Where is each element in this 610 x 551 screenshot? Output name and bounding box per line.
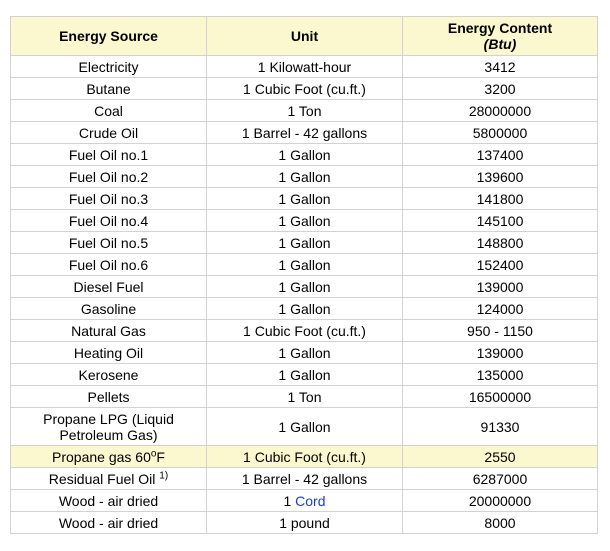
cell-source: Fuel Oil no.4 <box>11 210 207 232</box>
cell-unit: 1 Gallon <box>207 166 403 188</box>
cell-source: Diesel Fuel <box>11 276 207 298</box>
cell-unit-prefix: 1 <box>283 492 296 509</box>
table-row <box>11 78 598 100</box>
cell-source-line2: Petroleum Gas) <box>59 426 158 443</box>
table-row <box>11 298 598 320</box>
table-row <box>11 408 598 446</box>
cell-unit: 1 pound <box>207 512 403 534</box>
table-row <box>11 512 598 534</box>
cell-unit: 1 Gallon <box>207 254 403 276</box>
footnote-marker: 1) <box>159 469 169 481</box>
cell-content: 135000 <box>403 364 598 386</box>
cell-content: 139000 <box>403 342 598 364</box>
cell-source: Kerosene <box>11 364 207 386</box>
cell-source: Pellets <box>11 386 207 408</box>
table-row <box>11 144 598 166</box>
table-row <box>11 342 598 364</box>
cell-content: 16500000 <box>403 386 598 408</box>
header-energy-source: Energy Source <box>11 17 207 56</box>
cell-source <box>11 468 207 490</box>
cell-content: 2550 <box>403 446 598 468</box>
cell-source-prefix: Propane gas 60 <box>52 448 151 465</box>
table-row <box>11 122 598 144</box>
cell-unit: 1 Gallon <box>207 232 403 254</box>
cell-content: 6287000 <box>403 468 598 490</box>
table-row <box>11 232 598 254</box>
cell-unit: 1 Barrel - 42 gallons <box>207 122 403 144</box>
cell-content: 152400 <box>403 254 598 276</box>
cell-source-text: Residual Fuel Oil <box>48 470 156 487</box>
cell-unit: 1 Gallon <box>207 298 403 320</box>
cell-source: Fuel Oil no.5 <box>11 232 207 254</box>
cell-unit: 1 Cubic Foot (cu.ft.) <box>207 446 403 468</box>
cell-source: Wood - air dried <box>11 490 207 512</box>
cell-unit: 1 Gallon <box>207 188 403 210</box>
cell-content: 91330 <box>403 408 598 446</box>
cell-content: 28000000 <box>403 100 598 122</box>
cell-content: 137400 <box>403 144 598 166</box>
cell-source: Electricity <box>11 56 207 78</box>
cell-unit: 1 Barrel - 42 gallons <box>207 468 403 490</box>
cell-source: Coal <box>11 100 207 122</box>
cell-content: 950 - 1150 <box>403 320 598 342</box>
cell-unit: 1 Gallon <box>207 342 403 364</box>
cell-source: Fuel Oil no.3 <box>11 188 207 210</box>
cell-source: Heating Oil <box>11 342 207 364</box>
cell-content: 3200 <box>403 78 598 100</box>
cell-source <box>11 408 207 446</box>
table-header <box>11 17 598 56</box>
header-row <box>11 17 598 56</box>
table-row <box>11 364 598 386</box>
cell-unit: 1 Cubic Foot (cu.ft.) <box>207 320 403 342</box>
cell-source: Fuel Oil no.6 <box>11 254 207 276</box>
cell-source: Crude Oil <box>11 122 207 144</box>
table-row <box>11 386 598 408</box>
cell-unit <box>207 490 403 512</box>
table-row <box>11 320 598 342</box>
cell-unit: 1 Gallon <box>207 210 403 232</box>
cell-source: Natural Gas <box>11 320 207 342</box>
table-row <box>11 210 598 232</box>
cell-unit: 1 Kilowatt-hour <box>207 56 403 78</box>
degree-superscript: o <box>150 447 157 459</box>
table-body <box>11 56 598 534</box>
cell-source: Fuel Oil no.2 <box>11 166 207 188</box>
cell-source: Butane <box>11 78 207 100</box>
cell-source <box>11 446 207 468</box>
cell-unit: 1 Ton <box>207 100 403 122</box>
cord-link[interactable]: Cord <box>295 492 326 509</box>
table-row <box>11 254 598 276</box>
cell-content: 124000 <box>403 298 598 320</box>
cell-source: Fuel Oil no.1 <box>11 144 207 166</box>
header-energy-content <box>403 17 598 56</box>
header-unit: Unit <box>207 17 403 56</box>
table-row <box>11 468 598 490</box>
cell-unit: 1 Gallon <box>207 276 403 298</box>
table-row <box>11 166 598 188</box>
cell-source-suffix: F <box>156 448 165 465</box>
table-row <box>11 188 598 210</box>
cell-content: 3412 <box>403 56 598 78</box>
table-row <box>11 276 598 298</box>
energy-content-table <box>10 16 598 534</box>
table-row <box>11 100 598 122</box>
header-energy-content-unit: (Btu) <box>483 36 517 52</box>
cell-content: 139000 <box>403 276 598 298</box>
cell-content: 20000000 <box>403 490 598 512</box>
cell-unit: 1 Gallon <box>207 364 403 386</box>
cell-unit: 1 Ton <box>207 386 403 408</box>
header-energy-content-label: Energy Content <box>447 20 553 36</box>
cell-content: 8000 <box>403 512 598 534</box>
cell-source: Gasoline <box>11 298 207 320</box>
cell-source: Wood - air dried <box>11 512 207 534</box>
cell-content: 5800000 <box>403 122 598 144</box>
cell-unit: 1 Gallon <box>207 144 403 166</box>
table-row-highlighted <box>11 446 598 468</box>
cell-content: 145100 <box>403 210 598 232</box>
table-row <box>11 490 598 512</box>
cell-content: 148800 <box>403 232 598 254</box>
cell-unit: 1 Gallon <box>207 408 403 446</box>
cell-content: 139600 <box>403 166 598 188</box>
cell-unit: 1 Cubic Foot (cu.ft.) <box>207 78 403 100</box>
table-row <box>11 56 598 78</box>
cell-content: 141800 <box>403 188 598 210</box>
cell-source-line1: Propane LPG (Liquid <box>43 410 174 427</box>
